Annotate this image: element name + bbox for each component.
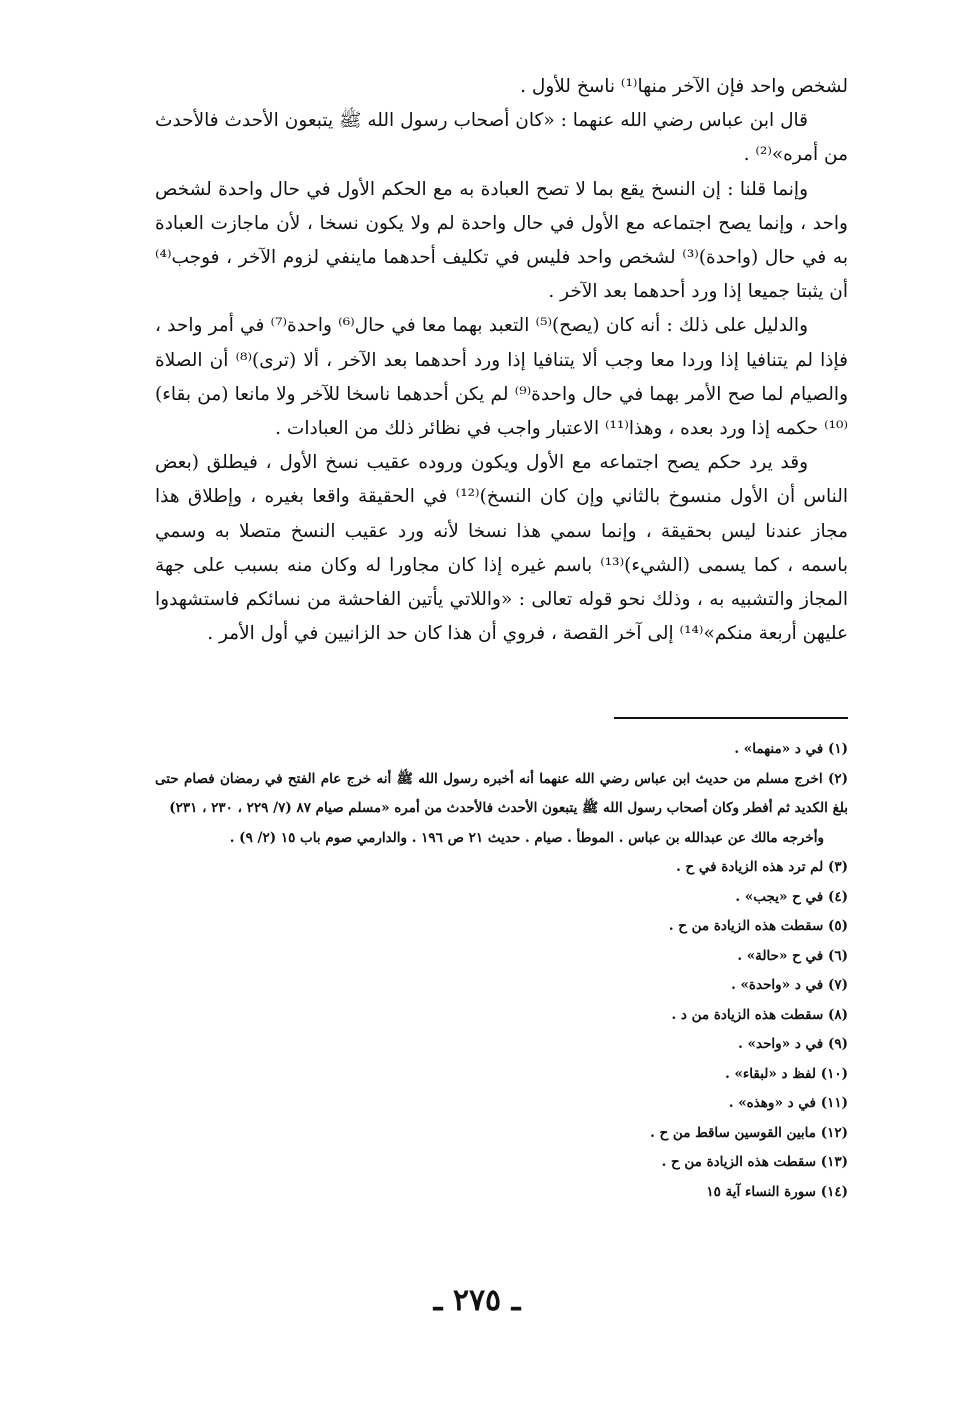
paragraph: والدليل على ذلك : أنه كان (يصح)⁽⁵⁾ التعبد بهما معا في حال⁽⁶⁾ واحدة⁽⁷⁾ في أمر واحد ، فإذا لم يتنافيا إذا وردا معا وجب ألا يتنافيا إذا ورد أحدهما بعد الآخر ، ألا (ترى)⁽⁸⁾ أن الصلاة والصيام لما صح الأمر بهما في حال واحدة⁽⁹⁾ لم يكن أحدهما ناسخا للآخر ولا مانعا (من بقاء)⁽¹⁰⁾ حكمه إذا ورد بعده ، وهذا⁽¹¹⁾ الاعتبار واجب في نظائر ذلك من العبادات . [155, 315, 849, 440]
footnote: (٥) سقطت هذه الزيادة من ح . [668, 918, 848, 934]
main-text [155, 70, 848, 651]
footnote: (٤) في ح «يجب» . [735, 888, 848, 905]
page-number: ـ ٢٧٥ ـ [433, 1283, 521, 1318]
footnote: (٣) لم ترد هذه الزيادة في ح . [676, 859, 848, 875]
footnote: (٧) في د «واحدة» . [731, 977, 848, 993]
footnote: (٨) سقطت هذه الزيادة من د . [671, 1006, 848, 1023]
footnote: (١٠) لفظ د «لبقاء» . [725, 1065, 848, 1082]
paragraph: وإنما قلنا : إن النسخ يقع بما لا تصح العبادة به مع الحكم الأول في حال واحدة لشخص واحد ، وإنما يصح اجتماعه مع الأول في حال واحدة لم ولا يكون نسخا ، لأن ماجازت العبادة به في حال (واحدة)⁽³⁾ لشخص واحد فليس في تكليف أحدهما ماينفي لزوم الآخر ، فوجب⁽⁴⁾ أن يثبتا جميعا إذا ورد أحدهما بعد الآخر . [155, 178, 848, 303]
paragraph: قال ابن عباس رضي الله عنهما : «كان أصحاب رسول الله ﷺ يتبعون الأحدث فالأحدث من أمره»⁽²⁾ . [155, 110, 848, 166]
footnote-separator [614, 717, 848, 719]
footnote: (١) في د «منهما» . [734, 741, 848, 757]
footnote: (٦) في ح «حالة» . [737, 947, 848, 964]
footnotes [155, 735, 848, 1207]
paragraph: لشخص واحد فإن الآخر منها⁽¹⁾ ناسخ للأول . [520, 76, 848, 97]
footnote: (١٣) سقطت هذه الزيادة من ح . [661, 1154, 848, 1170]
footnote: (٩) في د «واحد» . [738, 1036, 848, 1052]
footnote-continuation: وأخرجه مالك عن عبدالله بن عباس . الموطأ . صيام . حديث ٢١ ص ١٩٦ . والدارمي صوم باب ١٥ (٢/ ٩) . [229, 829, 824, 846]
paragraph: وقد يرد حكم يصح اجتماعه مع الأول ويكون وروده عقيب نسخ الأول ، فيطلق (بعض الناس أن الأول منسوخ بالثاني وإن كان النسخ)⁽¹²⁾ في الحقيقة واقعا بغيره ، وإطلاق هذا مجاز عندنا ليس بحقيقة ، وإنما سمي هذا نسخا لأنه ورد عقيب النسخ متصلا به وسمي باسمه ، كما يسمى (الشيء)⁽¹³⁾ باسم غيره إذا كان مجاورا له وكان منه بسبب على جهة المجاز والتشبيه به ، وذلك نحو قوله تعالى : «واللاتي يأتين الفاحشة من نسائكم فاستشهدوا عليهن أربعة منكم»⁽¹⁴⁾ إلى آخر القصة ، فروي أن هذا كان حد الزانيين في أول الأمر . [155, 452, 848, 645]
footnote: (١١) في د «وهذه» . [728, 1095, 848, 1111]
footnote: (١٢) مابين القوسين ساقط من ح . [650, 1124, 848, 1141]
footnote: (١٤) سورة النساء آية ١٥ [706, 1183, 848, 1200]
footnote: (٢) اخرج مسلم من حديث ابن عباس رضي الله عنهما أنه أخبره رسول الله ﷺ أنه خرج عام الفتح في رمضان فصام حتى بلغ الكديد ثم أفطر وكان أصحاب رسول الله ﷺ يتبعون الأحدث فالأحدث من أمره «مسلم صيام ٨٧ (٧/ ٢٢٩ ، ٢٣٠ ، ٢٣١) [155, 770, 848, 816]
